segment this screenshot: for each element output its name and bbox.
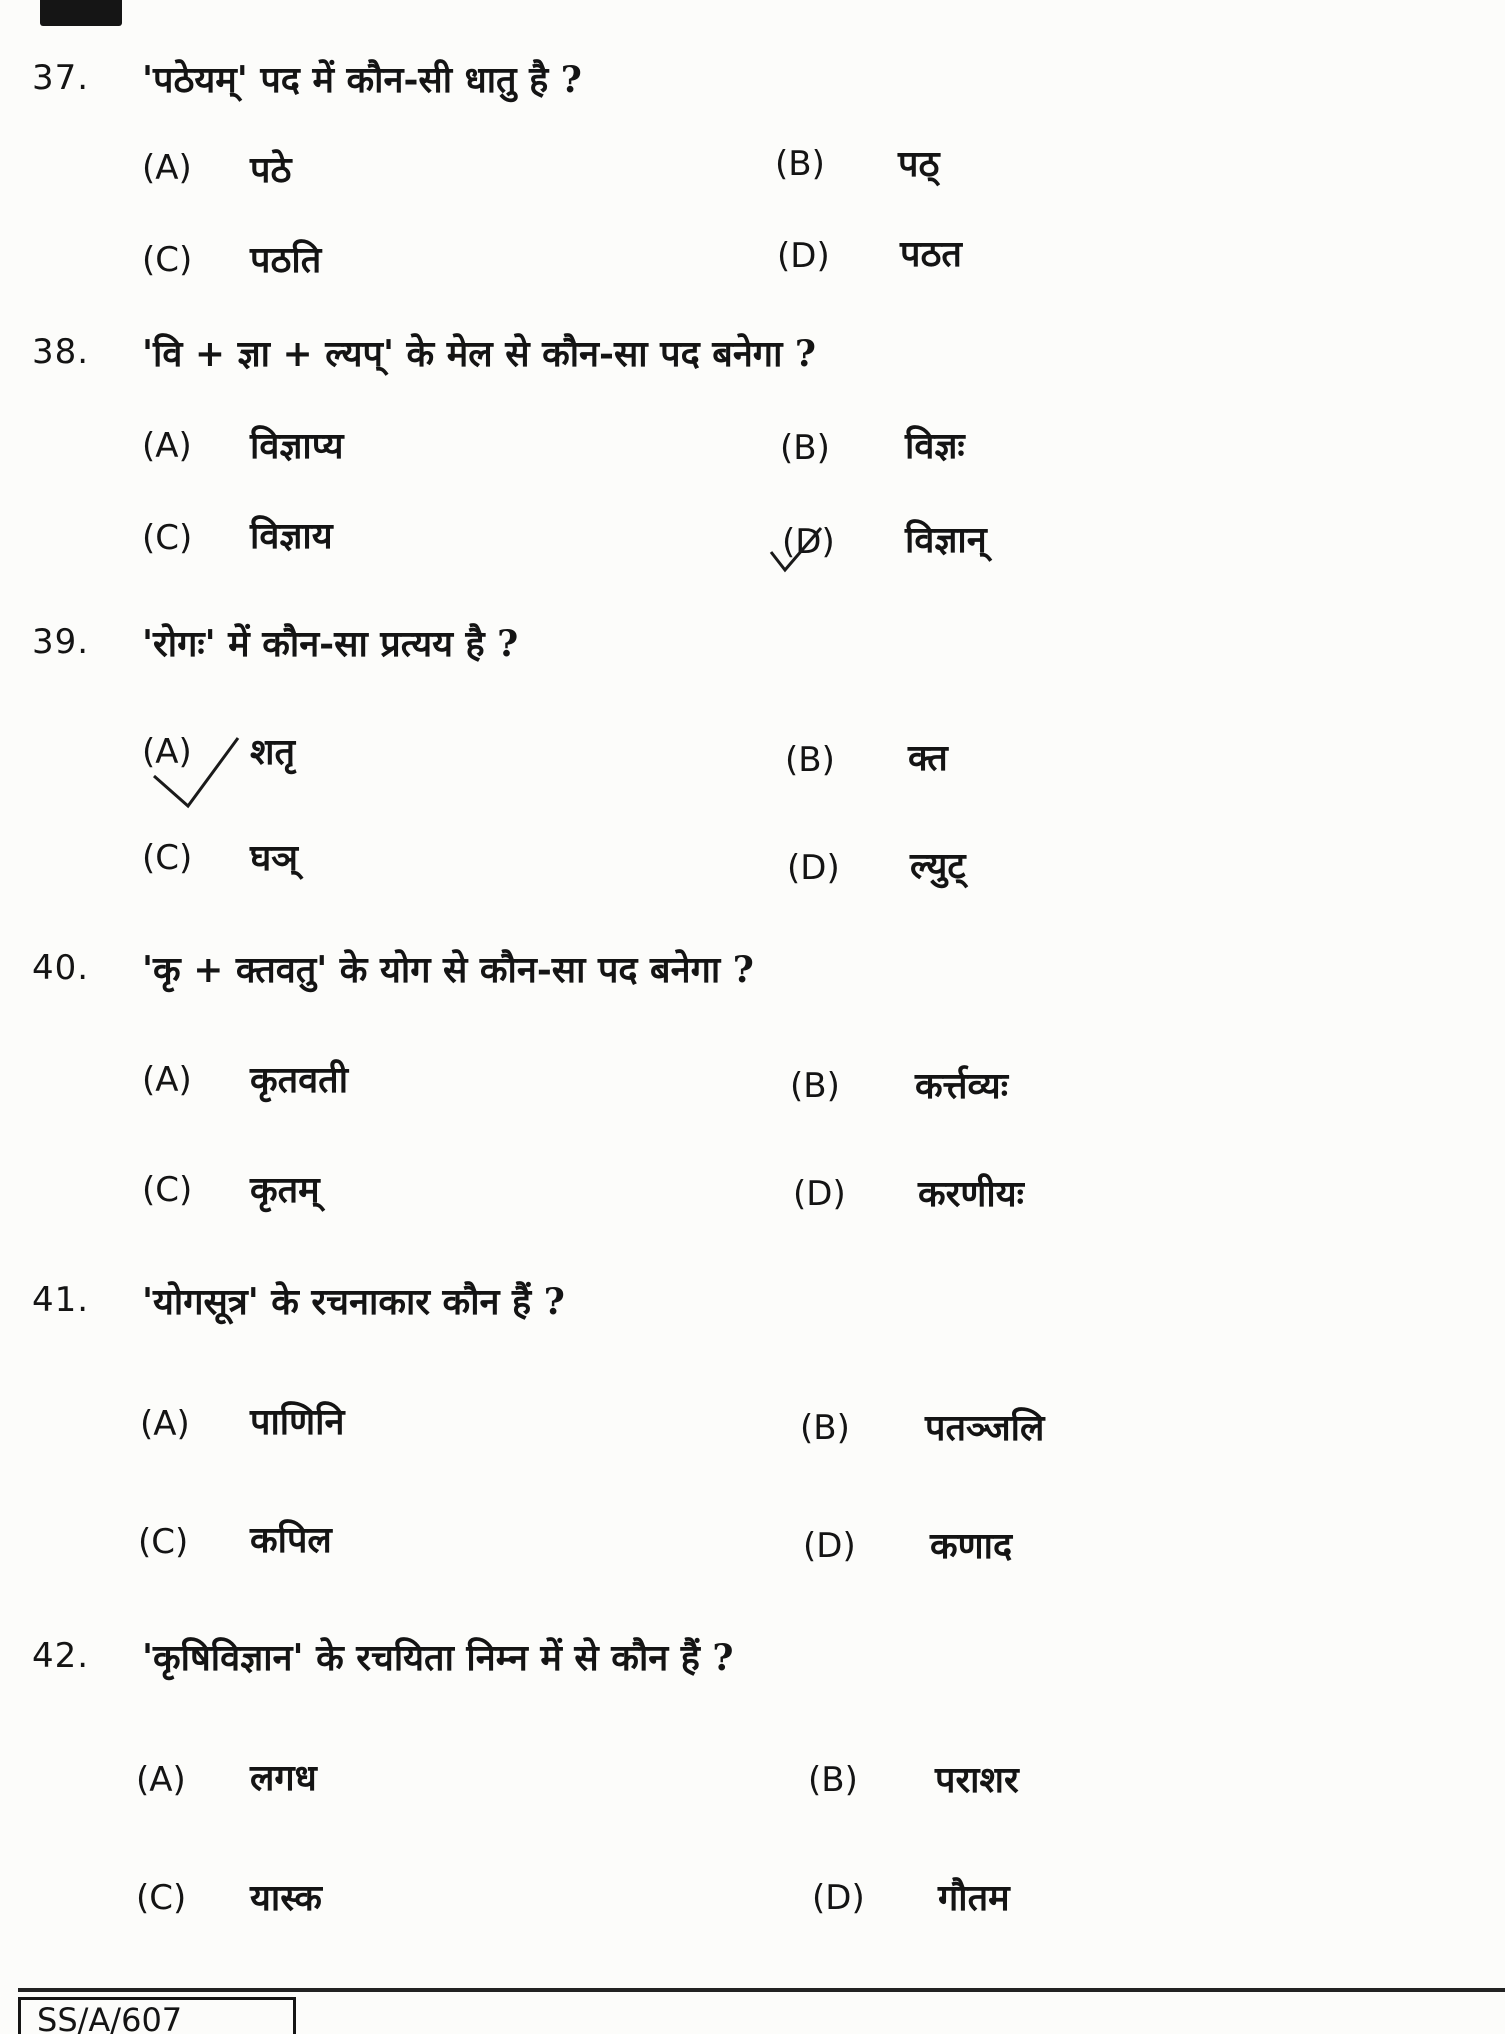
footer-divider	[18, 1988, 1505, 1992]
top-page-tab	[40, 0, 122, 26]
option-c-text: कृतम्	[250, 1169, 320, 1211]
handwritten-tick-icon	[765, 524, 855, 584]
question-number: 40.	[32, 948, 90, 988]
option-d-label: (D)	[787, 848, 840, 888]
option-c-label: (C)	[136, 1878, 187, 1918]
question-41	[0, 1280, 1505, 1620]
option-d-text: विज्ञान्	[905, 519, 987, 561]
question-number: 37.	[32, 58, 90, 98]
option-a-text: पठे	[250, 149, 292, 191]
option-d-label: (D)	[812, 1878, 865, 1918]
option-b-label: (B)	[808, 1760, 858, 1800]
option-a-text: कृतवती	[250, 1059, 349, 1101]
option-d-label: (D)	[782, 522, 835, 562]
option-b-label: (B)	[790, 1066, 840, 1106]
option-b-text: पतञ्जलि	[925, 1407, 1045, 1449]
question-text: 'वि + ज्ञा + ल्यप्' के मेल से कौन-सा पद बनेगा ?	[142, 333, 817, 375]
option-a-text: पाणिनि	[250, 1401, 345, 1443]
option-c-text: विज्ञाय	[250, 515, 333, 557]
option-c-label: (C)	[142, 518, 193, 558]
option-d-label: (D)	[803, 1526, 856, 1566]
handwritten-tick-icon	[146, 732, 246, 812]
option-d-text: पठत	[900, 233, 962, 275]
question-text: 'पठेयम्' पद में कौन-सी धातु है ?	[142, 59, 582, 101]
option-a-label: (A)	[142, 732, 192, 772]
option-c-label: (C)	[142, 1170, 193, 1210]
option-d-text: करणीयः	[918, 1173, 1024, 1215]
option-a-text: शतृ	[250, 731, 296, 773]
option-d-text: ल्युट्	[910, 845, 966, 887]
question-number: 41.	[32, 1280, 90, 1320]
question-text: 'कृषिविज्ञान' के रचयिता निम्न में से कौन हैं ?	[142, 1637, 734, 1679]
option-a-label: (A)	[142, 426, 192, 466]
option-d-label: (D)	[793, 1174, 846, 1214]
option-a-label: (A)	[142, 1060, 192, 1100]
option-b-text: कर्त्तव्यः	[915, 1065, 1008, 1107]
question-40	[0, 948, 1505, 1288]
option-b-label: (B)	[780, 428, 830, 468]
option-b-label: (B)	[775, 144, 825, 184]
option-d-text: कणाद	[930, 1525, 1013, 1567]
option-b-label: (B)	[800, 1408, 850, 1448]
option-a-label: (A)	[136, 1760, 186, 1800]
option-d-label: (D)	[777, 236, 830, 276]
option-c-text: कपिल	[250, 1519, 332, 1561]
question-text: 'योगसूत्र' के रचनाकार कौन हैं ?	[142, 1281, 565, 1323]
question-number: 39.	[32, 622, 90, 662]
option-a-label: (A)	[140, 1404, 190, 1444]
option-c-text: घञ्	[250, 837, 298, 879]
option-c-label: (C)	[142, 838, 193, 878]
option-a-text: लगध	[250, 1757, 317, 1799]
option-c-text: यास्क	[250, 1877, 322, 1919]
question-42	[0, 1636, 1505, 1976]
option-b-text: क्त	[908, 737, 948, 779]
option-d-text: गौतम	[938, 1877, 1010, 1919]
option-c-label: (C)	[138, 1522, 189, 1562]
question-number: 38.	[32, 332, 90, 372]
option-c-label: (C)	[142, 240, 193, 280]
option-b-text: विज्ञः	[905, 425, 965, 467]
question-number: 42.	[32, 1636, 90, 1676]
option-b-text: पराशर	[935, 1759, 1019, 1801]
option-b-label: (B)	[785, 740, 835, 780]
option-b-text: पठ्	[898, 143, 940, 185]
question-text: 'रोगः' में कौन-सा प्रत्यय है ?	[142, 623, 519, 665]
option-c-text: पठति	[250, 239, 322, 281]
paper-code: SS/A/607	[18, 1997, 296, 2034]
question-text: 'कृ + क्तवतु' के योग से कौन-सा पद बनेगा ?	[142, 949, 754, 991]
option-a-text: विज्ञाप्य	[250, 425, 344, 467]
question-39	[0, 622, 1505, 962]
option-a-label: (A)	[142, 148, 192, 188]
